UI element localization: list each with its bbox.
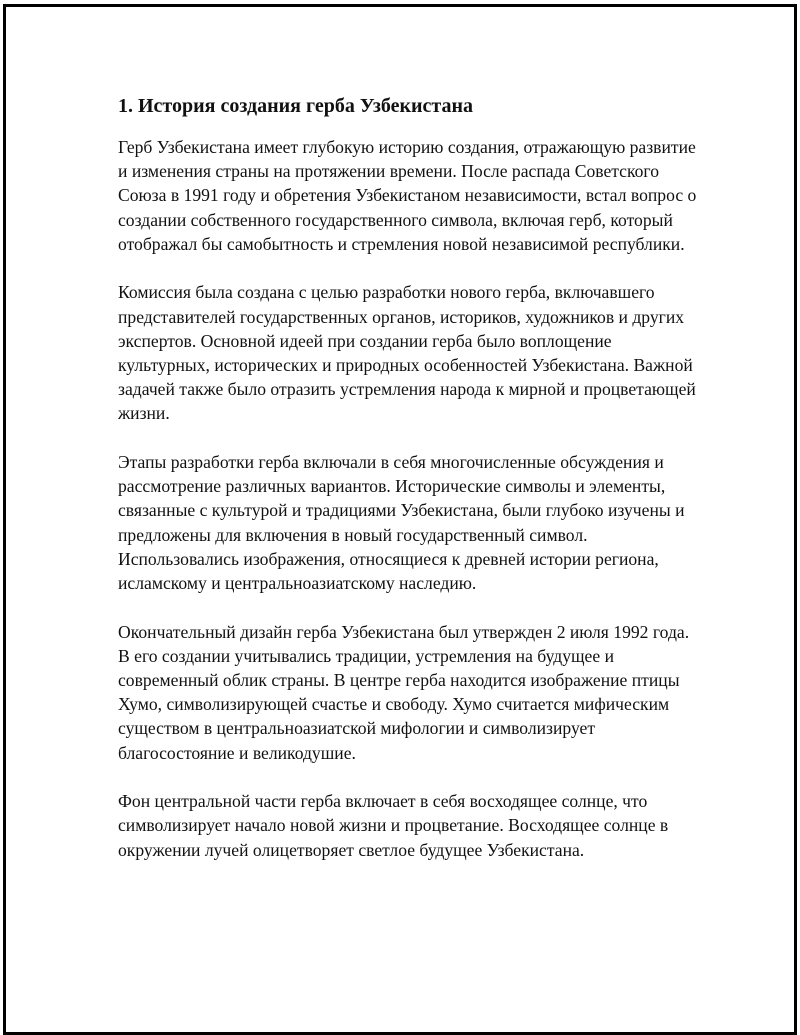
paragraph-2: Комиссия была создана с целью разработки нового герба, включавшего представителей государственных органов, историков, художников и других экспертов. Основной идеей при создании герба было воплощение культурных, исторических и природных особенностей Узбекистана. Важной задачей также было отразить устремления народа к мирной и процветающей жизни. bbox=[118, 282, 696, 424]
paragraph-5: Фон центральной части герба включает в себя восходящее солнце, что символизирует начало новой жизни и процветание. Восходящее солнце в окружении лучей олицетворяет светлое будущее Узбекистана. bbox=[118, 791, 669, 860]
paragraph-1: Герб Узбекистана имеет глубокую историю создания, отражающую развитие и изменения страны на протяжении времени. После распада Советского Союза в 1991 году и обретения Узбекистаном независимости, встал вопрос о создании собственного государственного символа, включая герб, который отображал бы самобытность и стремления новой независимой республики. bbox=[118, 137, 697, 254]
section-heading: 1. История создания герба Узбекистана bbox=[118, 95, 474, 117]
document-body bbox=[118, 90, 698, 886]
paragraph-4: Окончательный дизайн герба Узбекистана был утвержден 2 июля 1992 года. В его создании учитывались традиции, устремления на будущее и современный облик страны. В центре герба находится изображение птицы Хумо, символизирующей счастье и свободу. Хумо считается мифическим существом в центральноазиатской мифологии и символизирует благосостояние и великодушие. bbox=[118, 621, 690, 763]
paragraph-3: Этапы разработки герба включали в себя многочисленные обсуждения и рассмотрение различных вариантов. Исторические символы и элементы, связанные с культурой и традициями Узбекистана, были глубоко изучены и предложены для включения в новый государственный символ. Использовались изображения, относящиеся к древней истории региона, исламскому и центральноазиатскому наследию. bbox=[118, 452, 685, 594]
